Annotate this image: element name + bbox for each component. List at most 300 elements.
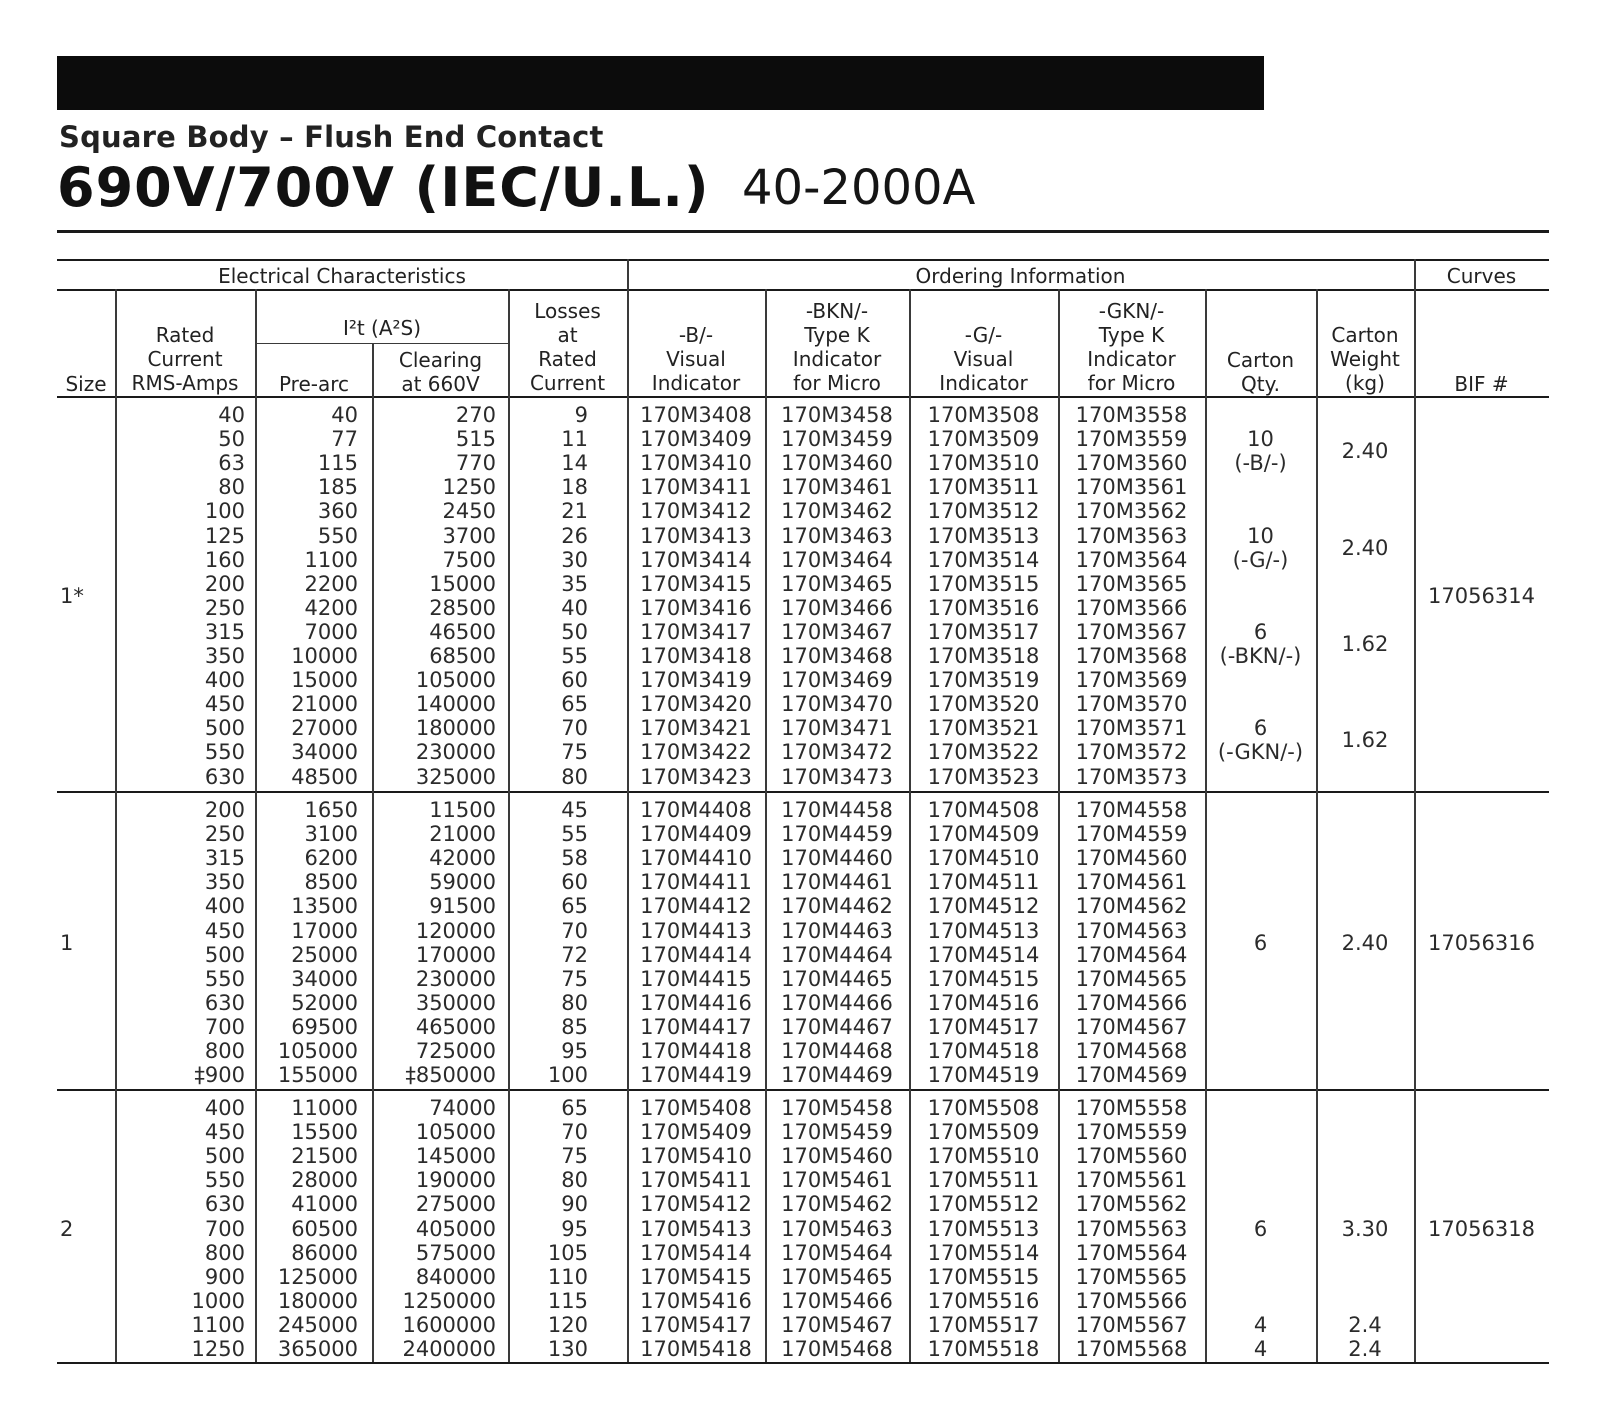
- header-clearing: Clearing at 660V: [398, 348, 483, 396]
- cell-rated-current: 400: [204, 668, 245, 693]
- cell-g-part: 170M5513: [927, 1216, 1040, 1241]
- cell-b-part: 170M4411: [640, 870, 752, 895]
- cell-rated-current: 50: [218, 427, 245, 452]
- group-header-electrical: Electrical Characteristics: [218, 264, 466, 288]
- cell-b-part: 170M3420: [640, 692, 752, 717]
- cell-losses: 30: [561, 547, 588, 572]
- cell-prearc: 185: [317, 475, 358, 500]
- cell-g-part: 170M5512: [927, 1192, 1040, 1217]
- cell-gkn-part: 170M5564: [1075, 1240, 1188, 1265]
- cell-carton-qty: 10 (-B/-): [1234, 427, 1287, 476]
- cell-bkn-part: 170M3471: [781, 716, 893, 741]
- cell-clearing: 42000: [429, 846, 496, 871]
- cell-bkn-part: 170M4464: [781, 942, 893, 967]
- cell-g-part: 170M3523: [927, 764, 1040, 789]
- cell-bkn-part: 170M3465: [781, 571, 893, 596]
- cell-rated-current: 500: [204, 1144, 245, 1169]
- cell-losses: 95: [561, 1216, 588, 1241]
- cell-losses: 45: [561, 798, 588, 822]
- group-header-curves: Curves: [1446, 264, 1517, 288]
- group-divider-1: [57, 791, 1549, 793]
- cell-losses: 80: [561, 1168, 588, 1193]
- cell-g-part: 170M3517: [927, 619, 1040, 644]
- cell-g-part: 170M4514: [927, 942, 1040, 967]
- cell-clearing: 11500: [429, 798, 496, 822]
- cell-losses: 40: [561, 595, 588, 620]
- cell-clearing: 3700: [442, 523, 496, 548]
- cell-prearc: 3100: [304, 822, 358, 847]
- cell-g-part: 170M5510: [927, 1144, 1040, 1169]
- cell-rated-current: 800: [204, 1240, 245, 1265]
- cell-rated-current: 900: [204, 1264, 245, 1289]
- cell-clearing: 21000: [429, 822, 496, 847]
- cell-clearing: 140000: [415, 692, 496, 717]
- cell-carton-weight: 2.40: [1341, 930, 1389, 955]
- cell-b-part: 170M4418: [640, 1039, 752, 1063]
- cell-gkn-part: 170M3562: [1075, 499, 1188, 524]
- cell-bkn-part: 170M3463: [781, 523, 893, 548]
- cell-g-part: 170M4512: [927, 894, 1040, 919]
- cell-gkn-part: 170M3565: [1075, 571, 1188, 596]
- cell-losses: 72: [561, 942, 588, 967]
- cell-clearing: 575000: [415, 1240, 496, 1265]
- cell-g-part: 170M5518: [927, 1337, 1040, 1361]
- cell-b-part: 170M4419: [640, 1063, 752, 1088]
- group-header-rule: [57, 289, 1549, 291]
- cell-prearc: 69500: [291, 1014, 358, 1039]
- cell-gkn-part: 170M5566: [1075, 1288, 1188, 1313]
- cell-carton-weight: 2.40: [1341, 439, 1389, 464]
- cell-gkn-part: 170M5568: [1075, 1337, 1188, 1361]
- cell-clearing: 2450: [442, 499, 496, 524]
- cell-g-part: 170M4513: [927, 918, 1040, 943]
- cell-rated-current: 400: [204, 894, 245, 919]
- cell-clearing: 230000: [415, 966, 496, 991]
- cell-b-part: 170M3421: [640, 716, 752, 741]
- cell-g-part: 170M4518: [927, 1039, 1040, 1063]
- cell-gkn-part: 170M3567: [1075, 619, 1188, 644]
- cell-bkn-part: 170M4459: [781, 822, 893, 847]
- cell-losses: 115: [547, 1288, 588, 1313]
- cell-b-part: 170M5413: [640, 1216, 752, 1241]
- cell-b-part: 170M3415: [640, 571, 752, 596]
- cell-g-part: 170M5509: [927, 1120, 1040, 1145]
- cell-b-part: 170M5411: [640, 1168, 752, 1193]
- cell-clearing: 270: [455, 403, 496, 427]
- cell-rated-current: 315: [204, 846, 245, 871]
- column-divider: [1414, 259, 1416, 1362]
- cell-b-part: 170M3416: [640, 595, 752, 620]
- cell-b-part: 170M4417: [640, 1014, 752, 1039]
- cell-prearc: 115: [317, 451, 358, 476]
- cell-size: 1*: [60, 583, 84, 608]
- cell-b-part: 170M3422: [640, 740, 752, 765]
- group-divider-2: [57, 1089, 1549, 1091]
- cell-rated-current: 500: [204, 716, 245, 741]
- cell-gkn-part: 170M4559: [1075, 822, 1188, 847]
- table-bottom-rule: [57, 1362, 1549, 1364]
- cell-g-part: 170M4517: [927, 1014, 1040, 1039]
- cell-clearing: 120000: [415, 918, 496, 943]
- cell-carton-weight: 3.30: [1341, 1216, 1389, 1241]
- cell-g-part: 170M3510: [927, 451, 1040, 476]
- cell-carton-weight: 2.4: [1348, 1312, 1382, 1337]
- cell-size: 1: [60, 930, 74, 955]
- cell-g-part: 170M4509: [927, 822, 1040, 847]
- cell-bkn-part: 170M5465: [781, 1264, 893, 1289]
- cell-size: 2: [60, 1216, 74, 1241]
- cell-b-part: 170M5416: [640, 1288, 752, 1313]
- i2t-subheader-rule: [256, 343, 508, 344]
- cell-clearing: 465000: [415, 1014, 496, 1039]
- cell-gkn-part: 170M3561: [1075, 475, 1188, 500]
- cell-losses: 50: [561, 619, 588, 644]
- cell-g-part: 170M3514: [927, 547, 1040, 572]
- cell-bkn-part: 170M5468: [781, 1337, 893, 1361]
- cell-gkn-part: 170M5558: [1075, 1096, 1188, 1120]
- cell-gkn-part: 170M4564: [1075, 942, 1188, 967]
- cell-b-part: 170M3412: [640, 499, 752, 524]
- cell-g-part: 170M4508: [927, 798, 1040, 822]
- cell-losses: 65: [561, 692, 588, 717]
- cell-rated-current: 160: [204, 547, 245, 572]
- cell-gkn-part: 170M3564: [1075, 547, 1188, 572]
- cell-g-part: 170M3522: [927, 740, 1040, 765]
- cell-gkn-part: 170M4567: [1075, 1014, 1188, 1039]
- header-bkn-type-k: -BKN/- Type K Indicator for Micro: [792, 299, 882, 395]
- amp-range: 40-2000A: [742, 160, 976, 216]
- cell-rated-current: 630: [204, 990, 245, 1015]
- cell-rated-current: 700: [204, 1216, 245, 1241]
- cell-b-part: 170M4409: [640, 822, 752, 847]
- cell-rated-current: 550: [204, 740, 245, 765]
- cell-carton-qty: 6: [1253, 1216, 1268, 1241]
- cell-clearing: 275000: [415, 1192, 496, 1217]
- cell-b-part: 170M3414: [640, 547, 752, 572]
- cell-gkn-part: 170M5559: [1075, 1120, 1188, 1145]
- cell-gkn-part: 170M5561: [1075, 1168, 1188, 1193]
- title-rule: [57, 230, 1549, 233]
- cell-prearc: 21500: [291, 1144, 358, 1169]
- cell-gkn-part: 170M4568: [1075, 1039, 1188, 1063]
- cell-bkn-part: 170M3462: [781, 499, 893, 524]
- cell-g-part: 170M3519: [927, 668, 1040, 693]
- cell-rated-current: 1100: [191, 1312, 245, 1337]
- cell-losses: 18: [561, 475, 588, 500]
- cell-carton-weight: 2.4: [1348, 1337, 1382, 1361]
- cell-b-part: 170M4415: [640, 966, 752, 991]
- cell-prearc: 10000: [291, 644, 358, 668]
- cell-b-part: 170M3408: [640, 403, 752, 427]
- cell-prearc: 4200: [304, 595, 358, 620]
- cell-g-part: 170M5515: [927, 1264, 1040, 1289]
- cell-g-part: 170M3513: [927, 523, 1040, 548]
- cell-prearc: 17000: [291, 918, 358, 943]
- cell-gkn-part: 170M4565: [1075, 966, 1188, 991]
- cell-carton-qty: 6: [1253, 930, 1268, 955]
- cell-b-part: 170M4416: [640, 990, 752, 1015]
- cell-bkn-part: 170M4468: [781, 1039, 893, 1063]
- cell-prearc: 77: [331, 427, 358, 452]
- cell-prearc: 360: [317, 499, 358, 524]
- cell-prearc: 34000: [291, 966, 358, 991]
- cell-rated-current: 1250: [191, 1337, 245, 1361]
- cell-rated-current: ‡900: [194, 1063, 245, 1088]
- cell-bkn-part: 170M3469: [781, 668, 893, 693]
- cell-rated-current: 125: [204, 523, 245, 548]
- cell-rated-current: 550: [204, 1168, 245, 1193]
- cell-g-part: 170M4511: [927, 870, 1040, 895]
- cell-bkn-part: 170M4463: [781, 918, 893, 943]
- cell-g-part: 170M3508: [927, 403, 1040, 427]
- cell-gkn-part: 170M4569: [1075, 1063, 1188, 1088]
- cell-rated-current: 700: [204, 1014, 245, 1039]
- cell-bkn-part: 170M5466: [781, 1288, 893, 1313]
- cell-prearc: 86000: [291, 1240, 358, 1265]
- cell-rated-current: 800: [204, 1039, 245, 1063]
- cell-rated-current: 500: [204, 942, 245, 967]
- header-carton-qty: Carton Qty.: [1226, 348, 1295, 396]
- cell-prearc: 6200: [304, 846, 358, 871]
- cell-losses: 65: [561, 894, 588, 919]
- header-black-bar: [57, 56, 1264, 110]
- cell-losses: 80: [561, 990, 588, 1015]
- cell-losses: 120: [547, 1312, 588, 1337]
- cell-gkn-part: 170M3560: [1075, 451, 1188, 476]
- cell-gkn-part: 170M3558: [1075, 403, 1188, 427]
- cell-gkn-part: 170M3571: [1075, 716, 1188, 741]
- cell-clearing: 325000: [415, 764, 496, 789]
- cell-rated-current: 1000: [191, 1288, 245, 1313]
- cell-bif: 17056314: [1428, 583, 1535, 608]
- cell-g-part: 170M3515: [927, 571, 1040, 596]
- cell-clearing: 725000: [415, 1039, 496, 1063]
- cell-b-part: 170M3419: [640, 668, 752, 693]
- cell-losses: 9: [574, 403, 588, 427]
- cell-clearing: 190000: [415, 1168, 496, 1193]
- cell-gkn-part: 170M5565: [1075, 1264, 1188, 1289]
- cell-g-part: 170M5517: [927, 1312, 1040, 1337]
- cell-losses: 55: [561, 644, 588, 668]
- cell-rated-current: 630: [204, 1192, 245, 1217]
- cell-g-part: 170M3520: [927, 692, 1040, 717]
- cell-losses: 60: [561, 870, 588, 895]
- cell-bkn-part: 170M4466: [781, 990, 893, 1015]
- cell-clearing: 350000: [415, 990, 496, 1015]
- cell-losses: 14: [561, 451, 588, 476]
- cell-clearing: 180000: [415, 716, 496, 741]
- cell-carton-qty: 10 (-G/-): [1232, 523, 1289, 572]
- cell-prearc: 180000: [277, 1288, 358, 1313]
- header-rated-current: Rated Current RMS-Amps: [131, 323, 239, 395]
- cell-losses: 90: [561, 1192, 588, 1217]
- cell-g-part: 170M4516: [927, 990, 1040, 1015]
- cell-b-part: 170M5414: [640, 1240, 752, 1265]
- cell-clearing: 770: [455, 451, 496, 476]
- product-title: 690V/700V (IEC/U.L.): [57, 156, 710, 219]
- cell-rated-current: 450: [204, 918, 245, 943]
- table-top-rule: [57, 259, 1549, 261]
- cell-b-part: 170M3413: [640, 523, 752, 548]
- cell-bkn-part: 170M4465: [781, 966, 893, 991]
- cell-gkn-part: 170M4560: [1075, 846, 1188, 871]
- cell-g-part: 170M3516: [927, 595, 1040, 620]
- cell-bkn-part: 170M4461: [781, 870, 893, 895]
- header-carton-weight: Carton Weight (kg): [1330, 323, 1400, 395]
- cell-clearing: 28500: [429, 595, 496, 620]
- cell-rated-current: 630: [204, 764, 245, 789]
- cell-g-part: 170M4519: [927, 1063, 1040, 1088]
- cell-b-part: 170M5412: [640, 1192, 752, 1217]
- cell-bkn-part: 170M3461: [781, 475, 893, 500]
- cell-losses: 75: [561, 1144, 588, 1169]
- cell-clearing: 91500: [429, 894, 496, 919]
- cell-prearc: 28000: [291, 1168, 358, 1193]
- cell-bkn-part: 170M4467: [781, 1014, 893, 1039]
- cell-b-part: 170M5415: [640, 1264, 752, 1289]
- cell-prearc: 13500: [291, 894, 358, 919]
- cell-bkn-part: 170M4460: [781, 846, 893, 871]
- cell-b-part: 170M3409: [640, 427, 752, 452]
- cell-clearing: 74000: [429, 1096, 496, 1120]
- header-losses: Losses at Rated Current: [529, 299, 606, 395]
- cell-g-part: 170M3512: [927, 499, 1040, 524]
- cell-rated-current: 200: [204, 571, 245, 596]
- cell-rated-current: 550: [204, 966, 245, 991]
- cell-bkn-part: 170M3460: [781, 451, 893, 476]
- cell-prearc: 2200: [304, 571, 358, 596]
- cell-gkn-part: 170M3573: [1075, 764, 1188, 789]
- cell-bkn-part: 170M3472: [781, 740, 893, 765]
- cell-clearing: 405000: [415, 1216, 496, 1241]
- cell-prearc: 40: [331, 403, 358, 427]
- cell-losses: 70: [561, 1120, 588, 1145]
- cell-clearing: 105000: [415, 1120, 496, 1145]
- cell-bkn-part: 170M4462: [781, 894, 893, 919]
- cell-clearing: 1250000: [402, 1288, 496, 1313]
- cell-bkn-part: 170M5467: [781, 1312, 893, 1337]
- cell-prearc: 105000: [277, 1039, 358, 1063]
- cell-rated-current: 450: [204, 692, 245, 717]
- cell-prearc: 21000: [291, 692, 358, 717]
- cell-bkn-part: 170M5464: [781, 1240, 893, 1265]
- cell-losses: 70: [561, 918, 588, 943]
- cell-b-part: 170M3418: [640, 644, 752, 668]
- cell-rated-current: 100: [204, 499, 245, 524]
- cell-gkn-part: 170M3570: [1075, 692, 1188, 717]
- cell-rated-current: 40: [218, 403, 245, 427]
- cell-g-part: 170M3511: [927, 475, 1040, 500]
- cell-losses: 95: [561, 1039, 588, 1063]
- cell-prearc: 245000: [277, 1312, 358, 1337]
- cell-bkn-part: 170M5460: [781, 1144, 893, 1169]
- cell-gkn-part: 170M5567: [1075, 1312, 1188, 1337]
- cell-clearing: 1250: [442, 475, 496, 500]
- group-header-ordering: Ordering Information: [915, 264, 1126, 288]
- cell-gkn-part: 170M5563: [1075, 1216, 1188, 1241]
- cell-bkn-part: 170M3468: [781, 644, 893, 668]
- cell-rated-current: 200: [204, 798, 245, 822]
- cell-prearc: 365000: [277, 1337, 358, 1361]
- header-g-visual: -G/- Visual Indicator: [939, 323, 1028, 395]
- cell-carton-weight: 1.62: [1341, 631, 1389, 656]
- cell-b-part: 170M3417: [640, 619, 752, 644]
- cell-prearc: 8500: [304, 870, 358, 895]
- cell-prearc: 15500: [291, 1120, 358, 1145]
- cell-prearc: 60500: [291, 1216, 358, 1241]
- cell-gkn-part: 170M5562: [1075, 1192, 1188, 1217]
- cell-g-part: 170M4515: [927, 966, 1040, 991]
- cell-losses: 85: [561, 1014, 588, 1039]
- cell-clearing: ‡850000: [405, 1063, 496, 1088]
- cell-clearing: 105000: [415, 668, 496, 693]
- cell-gkn-part: 170M5560: [1075, 1144, 1188, 1169]
- cell-b-part: 170M4412: [640, 894, 752, 919]
- cell-b-part: 170M5418: [640, 1337, 752, 1361]
- cell-rated-current: 250: [204, 595, 245, 620]
- cell-losses: 70: [561, 716, 588, 741]
- cell-bkn-part: 170M3459: [781, 427, 893, 452]
- cell-prearc: 11000: [291, 1096, 358, 1120]
- cell-carton-weight: 2.40: [1341, 535, 1389, 560]
- cell-rated-current: 450: [204, 1120, 245, 1145]
- cell-g-part: 170M3521: [927, 716, 1040, 741]
- cell-bif: 17056318: [1428, 1216, 1535, 1241]
- cell-rated-current: 350: [204, 644, 245, 668]
- cell-gkn-part: 170M3569: [1075, 668, 1188, 693]
- cell-clearing: 145000: [415, 1144, 496, 1169]
- cell-bkn-part: 170M3458: [781, 403, 893, 427]
- cell-bkn-part: 170M5461: [781, 1168, 893, 1193]
- cell-bkn-part: 170M5458: [781, 1096, 893, 1120]
- cell-rated-current: 63: [218, 451, 245, 476]
- cell-losses: 60: [561, 668, 588, 693]
- cell-prearc: 41000: [291, 1192, 358, 1217]
- cell-gkn-part: 170M3559: [1075, 427, 1188, 452]
- cell-carton-weight: 1.62: [1341, 728, 1389, 753]
- cell-bif: 17056316: [1428, 930, 1535, 955]
- cell-b-part: 170M5410: [640, 1144, 752, 1169]
- cell-g-part: 170M3509: [927, 427, 1040, 452]
- cell-prearc: 7000: [304, 619, 358, 644]
- cell-clearing: 515: [455, 427, 496, 452]
- cell-prearc: 155000: [277, 1063, 358, 1088]
- cell-prearc: 1100: [304, 547, 358, 572]
- cell-bkn-part: 170M5459: [781, 1120, 893, 1145]
- cell-clearing: 15000: [429, 571, 496, 596]
- cell-clearing: 1600000: [402, 1312, 496, 1337]
- header-prearc: Pre-arc: [278, 372, 350, 396]
- header-b-visual: -B/- Visual Indicator: [651, 323, 741, 395]
- cell-losses: 21: [561, 499, 588, 524]
- cell-bkn-part: 170M3466: [781, 595, 893, 620]
- cell-rated-current: 400: [204, 1096, 245, 1120]
- cell-gkn-part: 170M3566: [1075, 595, 1188, 620]
- cell-bkn-part: 170M4469: [781, 1063, 893, 1088]
- cell-clearing: 68500: [429, 644, 496, 668]
- cell-bkn-part: 170M3467: [781, 619, 893, 644]
- cell-bkn-part: 170M4458: [781, 798, 893, 822]
- cell-b-part: 170M3423: [640, 764, 752, 789]
- cell-prearc: 25000: [291, 942, 358, 967]
- cell-clearing: 2400000: [402, 1337, 496, 1361]
- cell-losses: 35: [561, 571, 588, 596]
- cell-prearc: 550: [317, 523, 358, 548]
- cell-losses: 75: [561, 966, 588, 991]
- cell-g-part: 170M5508: [927, 1096, 1040, 1120]
- cell-bkn-part: 170M3464: [781, 547, 893, 572]
- header-bottom-rule: [57, 396, 1549, 398]
